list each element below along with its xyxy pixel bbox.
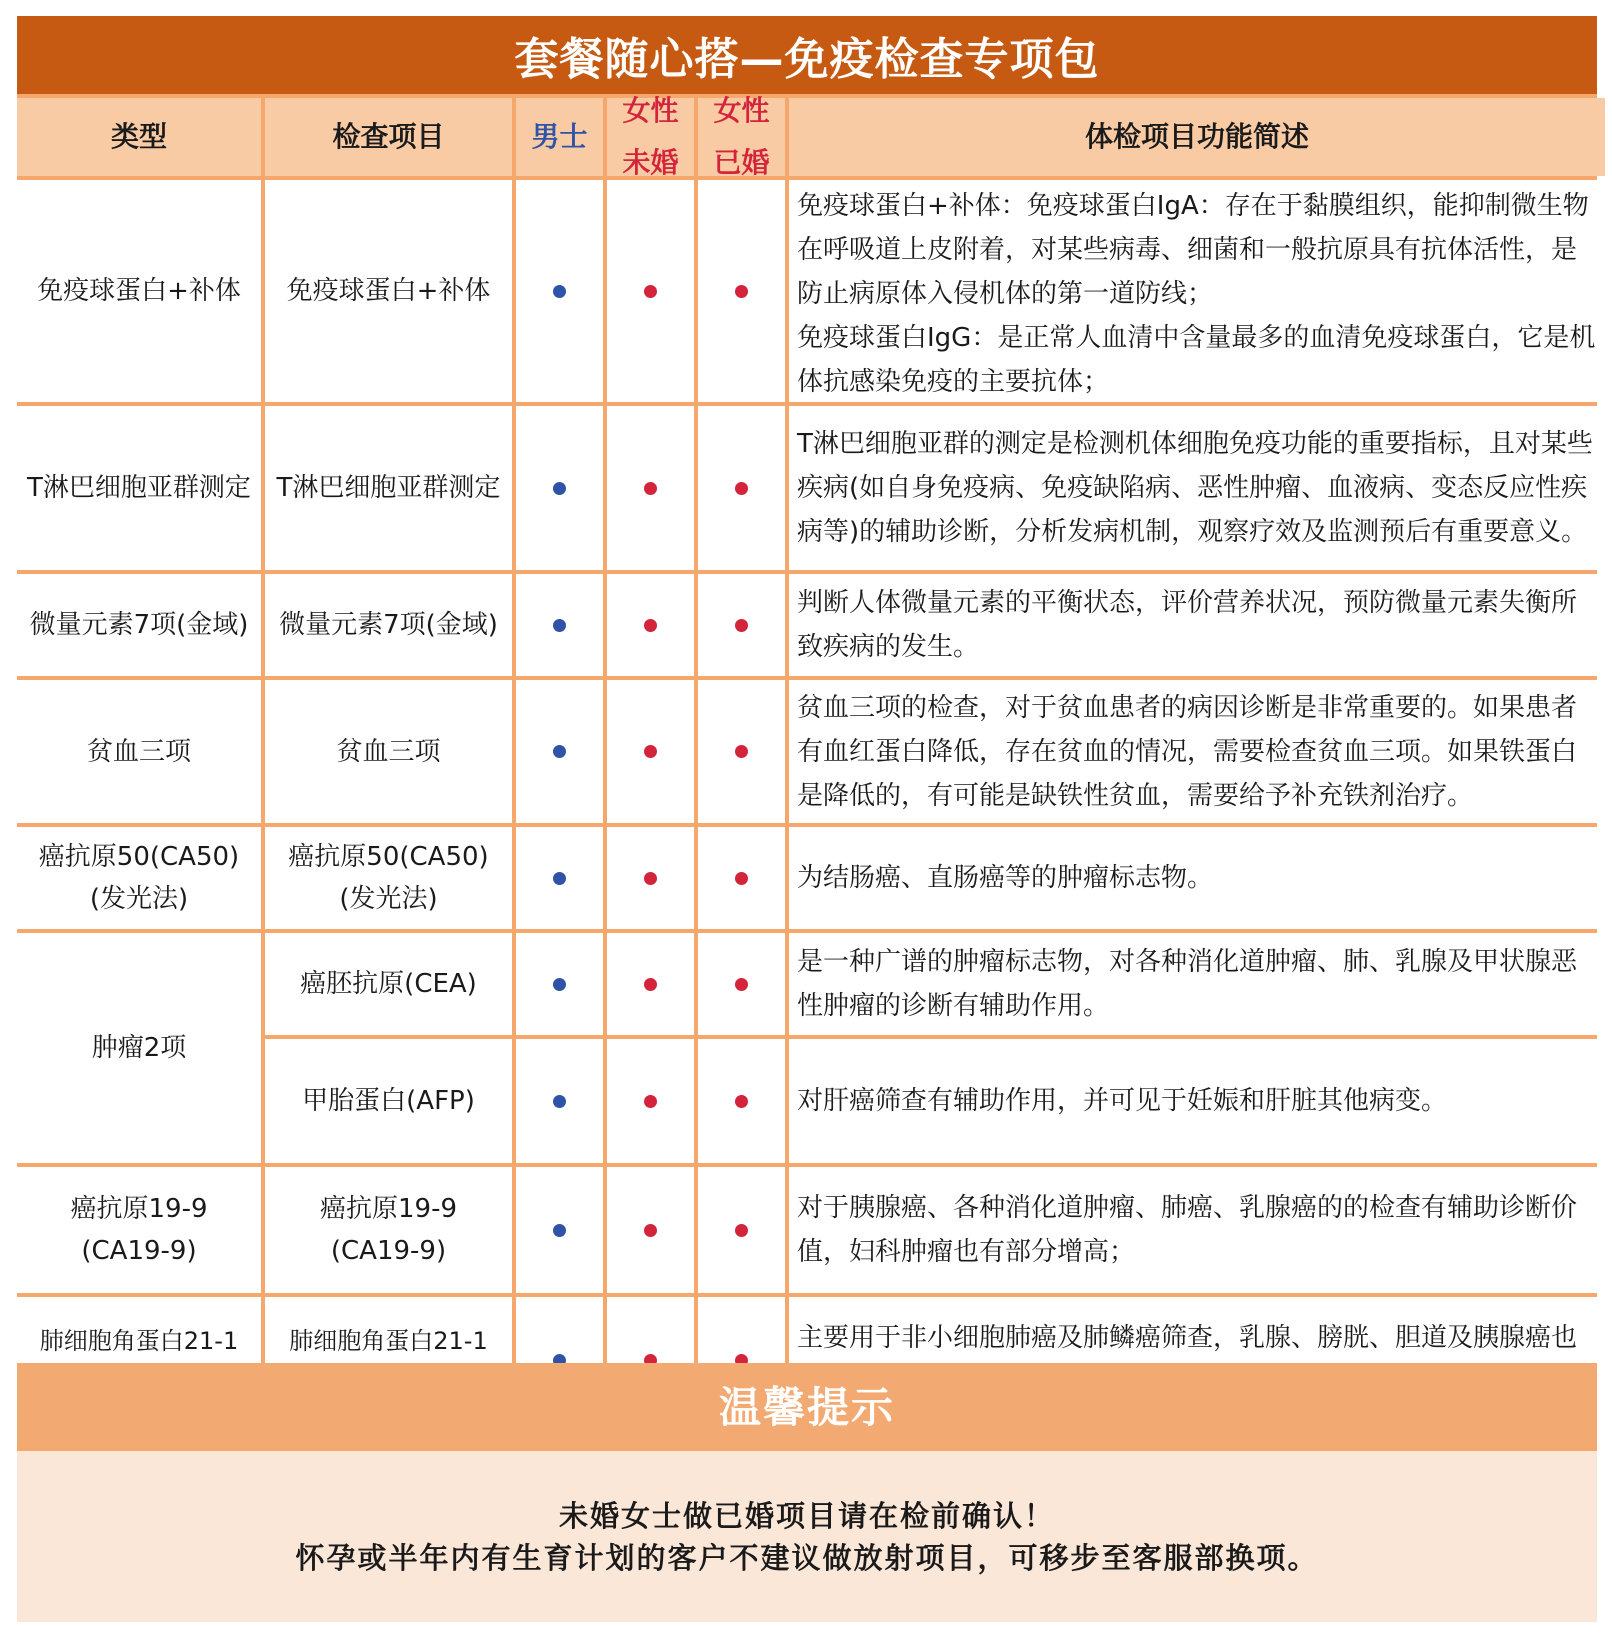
female-unmarried-applicable [607,1167,694,1293]
exam-table [17,94,1597,1423]
tips-body [17,1451,1597,1622]
applicable-dot-icon [553,872,566,885]
applicable-dot-icon [644,619,657,632]
row-item: 癌胚抗原(CEA) [265,933,512,1035]
row-description: 为结肠癌、直肠癌等的肿瘤标志物。 [789,827,1605,929]
applicable-dot-icon [735,619,748,632]
male-applicable [516,180,603,402]
applicable-dot-icon [644,745,657,758]
row-description: 是一种广谱的肿瘤标志物，对各种消化道肿瘤、肺、乳腺及甲状腺恶性肿瘤的诊断有辅助作用。 [789,933,1605,1035]
female-married-applicable [698,680,785,823]
row-item: 免疫球蛋白+补体 [265,180,512,402]
page-title: 套餐随心搭—免疫检查专项包 [17,16,1597,94]
row-item: 癌抗原19-9 (CA19-9) [265,1167,512,1293]
row-type: 贫血三项 [17,680,261,823]
male-applicable [516,574,603,676]
applicable-dot-icon [644,978,657,991]
row-description: 对于胰腺癌、各种消化道肿瘤、肺癌、乳腺癌的的检查有辅助诊断价值，妇科肿瘤也有部分增高； [789,1167,1605,1293]
applicable-dot-icon [644,1095,657,1108]
applicable-dot-icon [735,872,748,885]
applicable-dot-icon [644,285,657,298]
tips-line-1: 未婚女士做已婚项目请在检前确认！ [558,1498,1055,1533]
female-married-applicable [698,1167,785,1293]
header-item: 检查项目 [265,98,512,176]
row-item: T淋巴细胞亚群测定 [265,406,512,570]
header-female-married: 女性 已婚 [698,98,785,176]
row-item: 贫血三项 [265,680,512,823]
male-applicable [516,827,603,929]
row-type: 癌抗原50(CA50) (发光法) [17,827,261,929]
female-unmarried-applicable [607,406,694,570]
header-type: 类型 [17,98,261,176]
applicable-dot-icon [735,1224,748,1237]
header-description: 体检项目功能简述 [789,98,1605,176]
row-item: 癌抗原50(CA50) (发光法) [265,827,512,929]
applicable-dot-icon [735,285,748,298]
female-unmarried-applicable [607,680,694,823]
male-applicable [516,1039,603,1163]
applicable-dot-icon [553,1224,566,1237]
female-unmarried-applicable [607,933,694,1035]
applicable-dot-icon [553,1095,566,1108]
applicable-dot-icon [553,745,566,758]
female-married-applicable [698,1039,785,1163]
female-unmarried-applicable [607,1039,694,1163]
male-applicable [516,933,603,1035]
female-married-applicable [698,827,785,929]
row-type: 免疫球蛋白+补体 [17,180,261,402]
applicable-dot-icon [553,619,566,632]
header-female-unmarried: 女性 未婚 [607,98,694,176]
row-item: 甲胎蛋白(AFP) [265,1039,512,1163]
male-applicable [516,406,603,570]
applicable-dot-icon [553,285,566,298]
row-description: 贫血三项的检查，对于贫血患者的病因诊断是非常重要的。如果患者有血红蛋白降低，存在贫血的情况，需要检查贫血三项。如果铁蛋白是降低的，有可能是缺铁性贫血，需要给予补充铁剂治疗。 [789,680,1605,823]
applicable-dot-icon [553,482,566,495]
row-description: T淋巴细胞亚群的测定是检测机体细胞免疫功能的重要指标，且对某些疾病(如自身免疫病、免疫缺陷病、恶性肿瘤、血液病、变态反应性疾病等)的辅助诊断，分析发病机制，观察疗效及监测预后有重要意义。 [789,406,1605,570]
male-applicable [516,680,603,823]
applicable-dot-icon [735,978,748,991]
applicable-dot-icon [735,1095,748,1108]
row-type-merged: 肿瘤2项 [17,933,261,1163]
female-married-applicable [698,406,785,570]
row-description: 免疫球蛋白+补体：免疫球蛋白IgA：存在于黏膜组织，能抑制微生物在呼吸道上皮附着，对某些病毒、细菌和一般抗原具有抗体活性，是防止病原体入侵机体的第一道防线； 免疫球蛋白IgG：是正常人血清中含量最多的血清免疫球蛋白，它是机体抗感染免疫的主要抗体； [789,180,1605,402]
applicable-dot-icon [644,482,657,495]
row-item: 肺细胞角蛋白21-1 [265,1297,512,1423]
female-unmarried-applicable [607,827,694,929]
tips-title: 温馨提示 [17,1363,1597,1447]
row-type: 肺细胞角蛋白21-1 [17,1297,261,1423]
row-type: T淋巴细胞亚群测定 [17,406,261,570]
female-unmarried-applicable [607,180,694,402]
row-description: 对肝癌筛查有辅助作用，并可见于妊娠和肝脏其他病变。 [789,1039,1605,1163]
row-type: 癌抗原19-9 (CA19-9) [17,1167,261,1293]
applicable-dot-icon [644,872,657,885]
row-description: 判断人体微量元素的平衡状态，评价营养状况，预防微量元素失衡所致疾病的发生。 [789,574,1605,676]
applicable-dot-icon [735,745,748,758]
header-male: 男士 [516,98,603,176]
tips-line-2: 怀孕或半年内有生育计划的客户不建议做放射项目，可移步至客服部换项。 [295,1540,1319,1575]
female-married-applicable [698,933,785,1035]
applicable-dot-icon [553,978,566,991]
male-applicable [516,1167,603,1293]
package-sheet [17,16,1597,1622]
female-unmarried-applicable [607,574,694,676]
row-type: 微量元素7项(金域) [17,574,261,676]
applicable-dot-icon [735,482,748,495]
row-item: 微量元素7项(金域) [265,574,512,676]
row-description: 主要用于非小细胞肺癌及肺鳞癌筛查，乳腺、膀胱、胆道及胰腺癌也 [789,1297,1605,1423]
applicable-dot-icon [644,1224,657,1237]
female-married-applicable [698,574,785,676]
female-married-applicable [698,180,785,402]
